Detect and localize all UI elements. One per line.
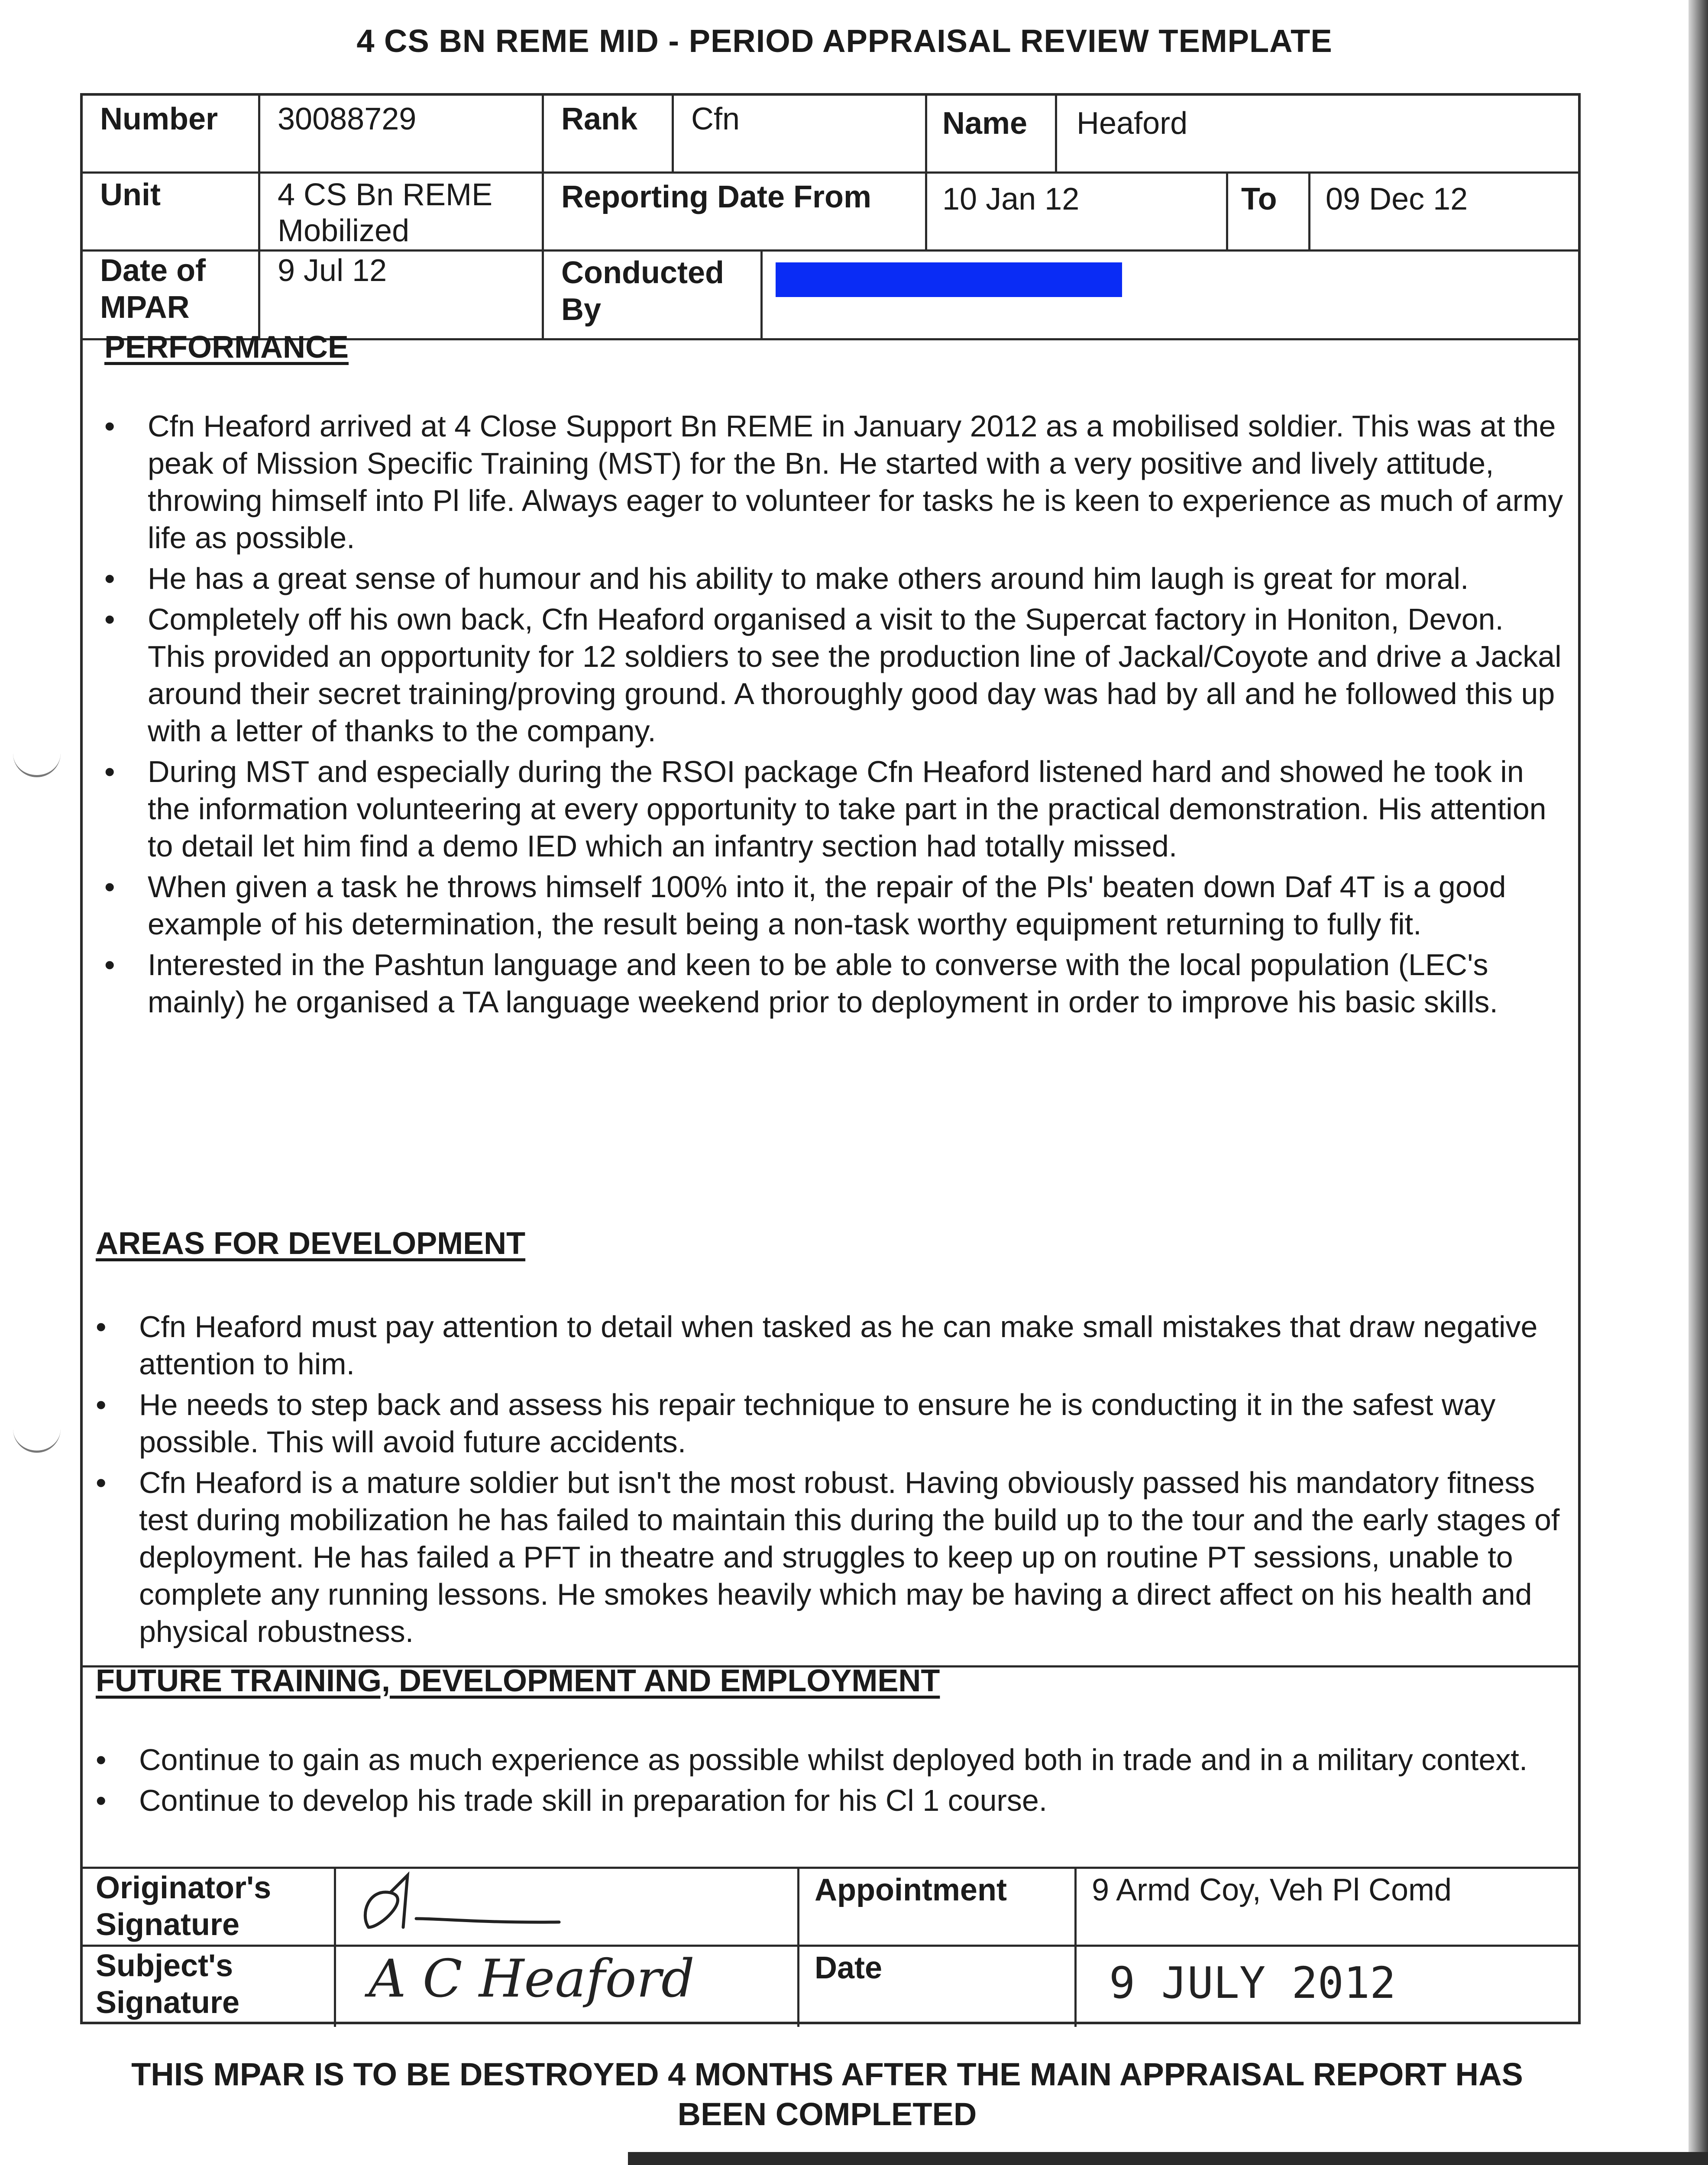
subject-signature-label-line2: Signature: [96, 1985, 240, 2020]
grid-line: [542, 96, 544, 338]
date-of-mpar-label-line1: Date of: [100, 253, 206, 288]
number-value: 30088729: [278, 102, 417, 136]
date-of-mpar-label-line2: MPAR: [100, 290, 190, 325]
list-item: • He needs to step back and assess his repair technique to ensure he is conducting it in the safest way possible. This will avoid future accidents.: [96, 1388, 1496, 1459]
redaction-box: [776, 262, 1122, 297]
appointment-value: 9 Armd Coy, Veh Pl Comd: [1092, 1873, 1452, 1907]
rank-label: Rank: [561, 102, 638, 136]
appointment-label: Appointment: [815, 1873, 1007, 1907]
grid-line: [83, 1867, 1578, 1869]
future-list: [91, 1741, 1564, 1822]
to-label: To: [1241, 182, 1277, 216]
rank-value: Cfn: [691, 102, 740, 136]
grid-line: [1074, 1867, 1077, 2027]
name-label: Name: [942, 106, 1028, 141]
list-item: • He has a great sense of humour and his ability to make others around him laugh is great for moral.: [104, 562, 1469, 595]
appraisal-form: [80, 93, 1581, 2024]
performance-list: [100, 407, 1564, 1024]
date-label: Date: [815, 1951, 883, 1985]
grid-line: [83, 171, 1578, 174]
retention-notice-line1: THIS MPAR IS TO BE DESTROYED 4 MONTHS AFTER THE MAIN APPRAISAL REPORT HAS: [131, 2056, 1523, 2092]
development-heading: AREAS FOR DEVELOPMENT: [96, 1226, 526, 1261]
development-list: [91, 1308, 1564, 1654]
list-item: • Interested in the Pashtun language and keen to be able to converse with the local population (LEC's mainly) he organised a TA language weekend prior to deployment in order to improve his basic skills.: [104, 948, 1498, 1019]
grid-line: [760, 249, 763, 338]
scan-edge: [1689, 0, 1708, 2165]
grid-line: [334, 1867, 336, 2027]
list-item: • Cfn Heaford must pay attention to detail when tasked as he can make small mistakes that draw negative attention to him.: [96, 1310, 1538, 1381]
grid-line: [797, 1867, 799, 2027]
scan-edge-bottom: [628, 2152, 1708, 2165]
subject-signature: A C Heaford: [369, 1949, 695, 2009]
future-heading: FUTURE TRAINING, DEVELOPMENT AND EMPLOYMENT: [96, 1664, 940, 1698]
retention-notice: [82, 2055, 1572, 2134]
reporting-date-from-label: Reporting Date From: [561, 180, 872, 214]
grid-line: [1226, 171, 1228, 249]
unit-value-line1: 4 CS Bn REME: [278, 178, 493, 212]
grid-line: [925, 96, 927, 249]
list-item: • Cfn Heaford is a mature soldier but isn't the most robust. Having obviously passed his mandatory fitness test during mobilization he has failed to maintain this during the build up to the tour and the early stages of deployment. He has failed a PFT in theatre and struggles to keep up on routine PT sessions, unable to complete any running lessons. He smokes heavily which may be having a direct affect on his health and physical robustness.: [96, 1466, 1560, 1648]
date-value: 9 JULY 2012: [1109, 1958, 1396, 2008]
list-item: • When given a task he throws himself 100% into it, the repair of the Pls' beaten down Daf 4T is a good example of his determination, the result being a non-task worthy equipment returning to fully fit.: [104, 870, 1506, 941]
grid-line: [1055, 96, 1057, 171]
list-item: • Continue to gain as much experience as possible whilst deployed both in trade and in a military context.: [96, 1743, 1528, 1777]
list-item: • During MST and especially during the RSOI package Cfn Heaford listened hard and showed he took in the information volunteering at every opportunity to take part in the practical demonstration. His attention to detail let him find a demo IED which an infantry section had totally missed.: [104, 755, 1546, 863]
date-of-mpar-value: 9 Jul 12: [278, 253, 387, 288]
name-value: Heaford: [1077, 106, 1188, 141]
conducted-by-label-line1: Conducted: [561, 255, 724, 290]
originator-signature-label-line2: Signature: [96, 1907, 240, 1942]
document-title: 4 CS BN REME MID - PERIOD APPRAISAL REVIEW TEMPLATE: [356, 23, 1333, 59]
performance-heading: PERFORMANCE: [104, 330, 349, 365]
grid-line: [1308, 171, 1310, 249]
subject-signature-label-line1: Subject's: [96, 1948, 233, 1983]
list-item: • Completely off his own back, Cfn Heaford organised a visit to the Supercat factory in Honiton, Devon. This provided an opportunity for 12 soldiers to see the production line of Jackal/Coyote and drive a Jackal around their secret training/proving ground. A thoroughly good day was had by all and he followed this up with a letter of thanks to the company.: [104, 602, 1562, 748]
grid-line: [258, 96, 260, 338]
list-item: • Cfn Heaford arrived at 4 Close Support Bn REME in January 2012 as a mobilised soldier. This was at the peak of Mission Specific Training (MST) for the Bn. He started with a very positive and lively attitude, throwing himself into Pl life. Always eager to volunteer for tasks he is keen to experience as much of army life as possible.: [104, 409, 1563, 555]
punch-hole-mark: [13, 745, 61, 777]
conducted-by-label-line2: By: [561, 292, 602, 327]
grid-line: [672, 96, 674, 171]
list-item: • Continue to develop his trade skill in preparation for his Cl 1 course.: [96, 1784, 1048, 1817]
unit-value-line2: Mobilized: [278, 213, 410, 248]
reporting-date-from-value: 10 Jan 12: [942, 182, 1080, 216]
retention-notice-line2: BEEN COMPLETED: [677, 2096, 977, 2132]
grid-line: [83, 1945, 1578, 1947]
to-value: 09 Dec 12: [1326, 182, 1468, 216]
unit-label: Unit: [100, 178, 161, 212]
originator-signature: [351, 1862, 654, 1940]
number-label: Number: [100, 102, 218, 136]
punch-hole-mark: [13, 1420, 61, 1453]
originator-signature-label-line1: Originator's: [96, 1871, 272, 1905]
